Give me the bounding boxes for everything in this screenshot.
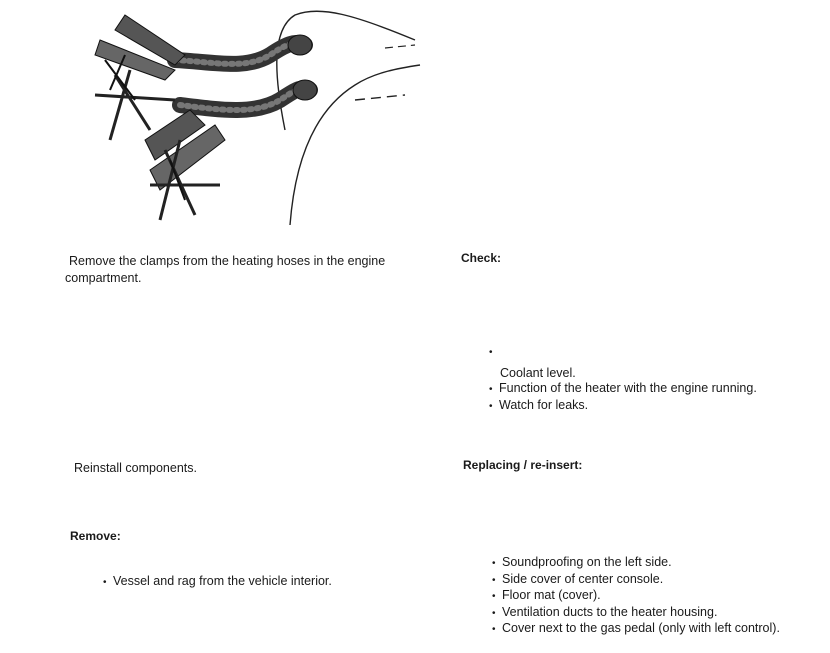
list-item: • Cover next to the gas pedal (only with left control).: [492, 621, 780, 638]
replace-list: [492, 555, 780, 638]
reinstall-text: Reinstall components.: [74, 461, 197, 475]
list-item: • Function of the heater with the engine running.: [489, 381, 757, 398]
list-item: • Ventilation ducts to the heater housing.: [492, 605, 780, 622]
bullet-icon: •: [103, 577, 107, 588]
list-item: • Floor mat (cover).: [492, 588, 780, 605]
remove-list: [103, 574, 332, 591]
list-item: • Vessel and rag from the vehicle interior.: [103, 574, 332, 591]
replace-heading: Replacing / re-insert:: [463, 458, 583, 472]
bullet-icon: •: [492, 574, 496, 586]
caption-line-2: compartment.: [65, 271, 142, 285]
remove-heading: Remove:: [70, 529, 121, 543]
bullet-icon: •: [489, 400, 493, 412]
bullet-icon: •: [492, 558, 496, 569]
bullet-icon: •: [492, 591, 496, 602]
bullet-icon: •: [489, 384, 493, 395]
check-item-coolant: Coolant level.: [500, 366, 576, 380]
heater-hose-clamps-illustration: [55, 0, 435, 235]
list-item: • Side cover of center console.: [492, 572, 780, 589]
check-list: [489, 381, 757, 414]
check-heading: Check:: [461, 251, 502, 265]
bullet-icon: •: [492, 607, 496, 619]
list-item: • Soundproofing on the left side.: [492, 555, 780, 572]
caption-line-1: Remove the clamps from the heating hoses in the engine: [69, 254, 386, 268]
list-item: • Watch for leaks.: [489, 398, 757, 415]
bullet-icon: •: [492, 624, 496, 635]
bullet-icon: •: [489, 347, 493, 358]
